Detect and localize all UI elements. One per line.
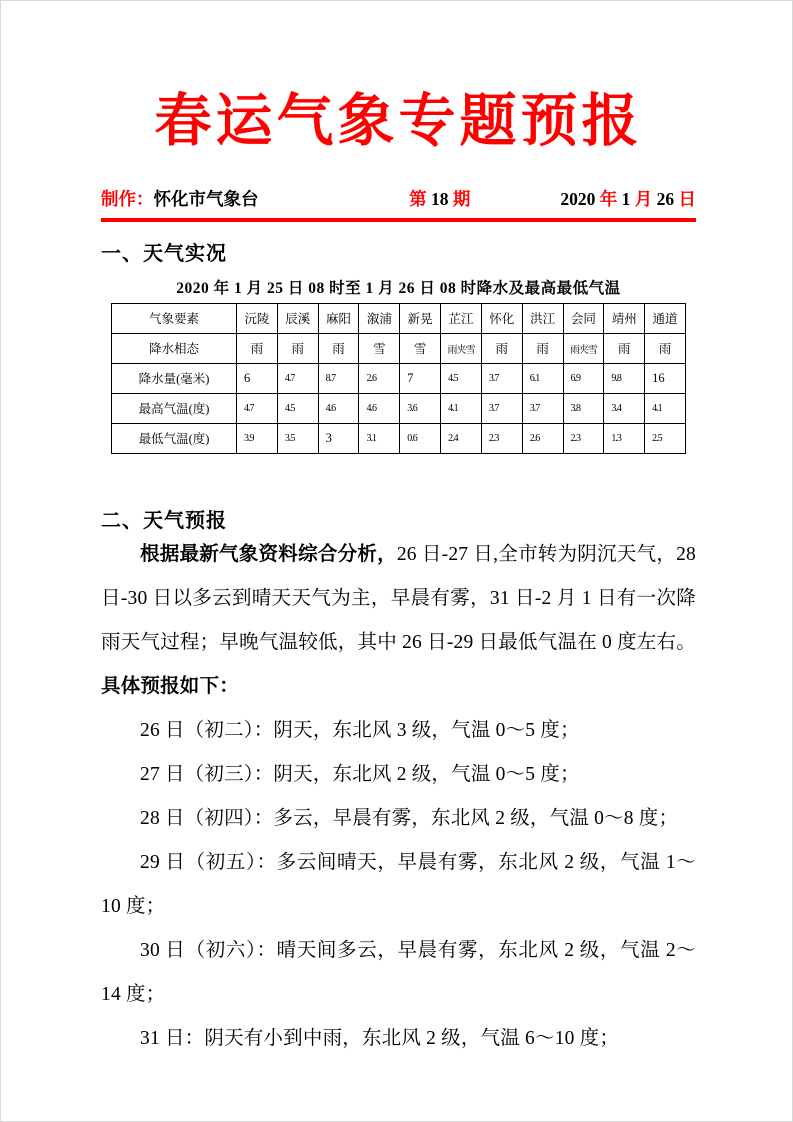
issue-suffix: 期 <box>452 188 471 209</box>
issue-value: 18 <box>426 188 453 209</box>
table-cell: 3.7 <box>481 393 522 423</box>
table-row <box>112 363 686 393</box>
table-cell: 2.6 <box>359 363 400 393</box>
issue-prefix: 第 <box>409 188 427 209</box>
table-cell: 4.1 <box>441 393 482 423</box>
table-cell: 雨 <box>237 333 278 363</box>
table-cell: 雪 <box>359 333 400 363</box>
intro-lead-bold: 根据最新气象资料综合分析， <box>140 543 397 565</box>
table-cell: 4.5 <box>441 363 482 393</box>
table-cell: 4.6 <box>318 393 359 423</box>
table-cell: 雨 <box>481 333 522 363</box>
producer-line <box>101 186 409 211</box>
year-char: 年 <box>599 188 618 209</box>
table-county-header: 芷江 <box>441 303 482 333</box>
masthead-divider-rule <box>101 218 696 222</box>
table-cell: 3.6 <box>400 393 441 423</box>
table-corner-header: 气象要素 <box>112 303 237 333</box>
forecast-item-day27: 27 日（初三）：阴天，东北风 2 级，气温 0～5 度； <box>140 763 580 785</box>
table-cell: 3.8 <box>563 393 604 423</box>
document-title: 春运气象专题预报 <box>154 90 643 153</box>
table-row <box>112 333 686 363</box>
table-row-label: 降水相态 <box>112 333 237 363</box>
table-cell: 3.4 <box>604 393 645 423</box>
weather-table-title: 2020 年 1 月 25 日 08 时至 1 月 26 日 08 时降水及最高最低气温 <box>176 279 621 297</box>
table-county-header: 通道 <box>645 303 686 333</box>
producer-name: 怀化市气象台 <box>153 188 259 209</box>
table-cell: 0.6 <box>400 423 441 453</box>
month-char: 月 <box>634 188 653 209</box>
forecast-item-day31: 31 日：阴天有小到中雨，东北风 2 级，气温 6～10 度； <box>140 1027 620 1049</box>
weather-table <box>111 303 686 454</box>
table-cell: 2.3 <box>481 423 522 453</box>
forecast-item-day28: 28 日（初四）：多云，早晨有雾，东北风 2 级，气温 0～8 度； <box>140 807 679 829</box>
table-county-header: 新晃 <box>400 303 441 333</box>
table-cell: 2.5 <box>645 423 686 453</box>
table-cell: 3.5 <box>277 423 318 453</box>
table-cell: 雨夹雪 <box>563 333 604 363</box>
table-cell: 雨 <box>645 333 686 363</box>
table-county-header: 会同 <box>563 303 604 333</box>
table-cell: 3 <box>318 423 359 453</box>
table-county-header: 靖州 <box>604 303 645 333</box>
table-cell: 雨夹雪 <box>441 333 482 363</box>
table-cell: 4.1 <box>645 393 686 423</box>
daily-forecast-list <box>101 709 696 1061</box>
section2-heading: 二、天气预报 <box>101 509 227 532</box>
date-day: 26 <box>652 188 679 209</box>
table-row <box>112 423 686 453</box>
forecast-item-day26: 26 日（初二）：阴天，东北风 3 级，气温 0～5 度； <box>140 719 580 741</box>
table-cell: 3.1 <box>359 423 400 453</box>
forecast-section <box>101 504 696 1061</box>
section1-heading: 一、天气实况 <box>101 242 227 265</box>
forecast-item-day30: 30 日（初六）：晴天间多云，早晨有雾，东北风 2 级，气温 2～14 度； <box>101 939 696 1005</box>
table-cell: 3.7 <box>481 363 522 393</box>
weather-table-head-row <box>112 303 686 333</box>
table-cell: 7 <box>400 363 441 393</box>
table-cell: 4.7 <box>237 393 278 423</box>
table-cell: 4.5 <box>277 393 318 423</box>
table-row-label: 降水量(毫米) <box>112 363 237 393</box>
table-cell: 16 <box>645 363 686 393</box>
masthead-meta-line <box>101 186 696 211</box>
table-cell: 雨 <box>277 333 318 363</box>
table-cell: 雨 <box>522 333 563 363</box>
table-cell: 2.3 <box>563 423 604 453</box>
table-cell: 2.4 <box>441 423 482 453</box>
table-cell: 1.3 <box>604 423 645 453</box>
table-county-header: 沅陵 <box>237 303 278 333</box>
table-row-label: 最低气温(度) <box>112 423 237 453</box>
table-cell: 4.6 <box>359 393 400 423</box>
table-county-header: 洪江 <box>522 303 563 333</box>
table-county-header: 溆浦 <box>359 303 400 333</box>
table-cell: 3.7 <box>522 393 563 423</box>
table-cell: 雪 <box>400 333 441 363</box>
table-cell: 雨 <box>604 333 645 363</box>
issue-number <box>409 186 470 211</box>
date-year: 2020 <box>560 188 600 209</box>
forecast-intro-paragraph <box>101 533 696 709</box>
table-cell: 4.7 <box>277 363 318 393</box>
date-month: 1 <box>617 188 635 209</box>
table-cell: 8.7 <box>318 363 359 393</box>
table-cell: 雨 <box>318 333 359 363</box>
table-county-header: 麻阳 <box>318 303 359 333</box>
table-county-header: 辰溪 <box>277 303 318 333</box>
producer-label: 制作： <box>101 188 154 209</box>
table-row <box>112 393 686 423</box>
intro-body-text: 26 日-27 日,全市转为阴沉天气，28 日-30 日以多云到晴天天气为主，早晨有雾，31 日-2 月 1 日有一次降雨天气过程；早晚气温较低，其中 26 日-29 日最低气温在 0 度左右。 <box>101 543 696 653</box>
table-county-header: 怀化 <box>481 303 522 333</box>
table-cell: 6 <box>237 363 278 393</box>
table-cell: 3.9 <box>237 423 278 453</box>
issue-date <box>560 186 696 211</box>
table-row-label: 最高气温(度) <box>112 393 237 423</box>
table-cell: 6.1 <box>522 363 563 393</box>
table-cell: 9.8 <box>604 363 645 393</box>
intro-tail-bold: 具体预报如下： <box>101 675 239 697</box>
table-cell: 6.9 <box>563 363 604 393</box>
day-char: 日 <box>678 188 696 209</box>
table-cell: 2.6 <box>522 423 563 453</box>
forecast-item-day29: 29 日（初五）：多云间晴天，早晨有雾，东北风 2 级，气温 1～10 度； <box>101 851 696 917</box>
